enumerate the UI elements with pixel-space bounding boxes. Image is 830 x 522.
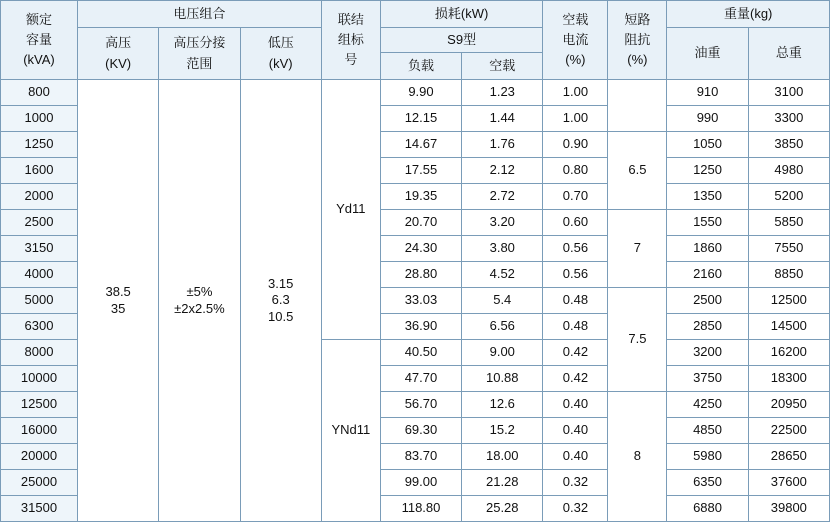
cell-noload-loss: 2.72 — [462, 184, 543, 210]
cell-noload-loss: 6.56 — [462, 314, 543, 340]
cell-load-loss: 118.80 — [380, 496, 461, 522]
cell-short-circuit: 7 — [608, 210, 667, 288]
table-head — [1, 1, 830, 80]
header-row-2 — [1, 28, 830, 53]
cell-oil-weight: 2500 — [667, 288, 748, 314]
cell-load-loss: 47.70 — [380, 366, 461, 392]
cell-total-weight: 3300 — [748, 106, 829, 132]
cell-load-loss: 19.35 — [380, 184, 461, 210]
header-load-loss: 负载 — [380, 53, 461, 80]
cell-noload-loss: 10.88 — [462, 366, 543, 392]
cell-noload-loss: 1.44 — [462, 106, 543, 132]
low-voltage-value-1: 3.15 — [268, 276, 294, 292]
cell-noload-loss: 1.76 — [462, 132, 543, 158]
header-high-voltage: 高压 (KV) — [78, 28, 159, 80]
header-voltage-group: 电压组合 — [78, 1, 322, 28]
cell-oil-weight: 910 — [667, 80, 748, 106]
cell-noload-current: 0.48 — [543, 288, 608, 314]
cell-noload-current: 0.40 — [543, 418, 608, 444]
cell-total-weight: 20950 — [748, 392, 829, 418]
cell-oil-weight: 1860 — [667, 236, 748, 262]
cell-noload-current: 0.56 — [543, 236, 608, 262]
cell-total-weight: 28650 — [748, 444, 829, 470]
cell-total-weight: 14500 — [748, 314, 829, 340]
cell-capacity: 1250 — [1, 132, 78, 158]
cell-oil-weight: 4850 — [667, 418, 748, 444]
cell-capacity: 800 — [1, 80, 78, 106]
cell-noload-loss: 18.00 — [462, 444, 543, 470]
cell-oil-weight: 1250 — [667, 158, 748, 184]
cell-load-loss: 24.30 — [380, 236, 461, 262]
cell-noload-current: 0.80 — [543, 158, 608, 184]
header-loss-type: S9型 — [380, 28, 543, 53]
cell-capacity: 2000 — [1, 184, 78, 210]
cell-load-loss: 12.15 — [380, 106, 461, 132]
cell-noload-loss: 3.80 — [462, 236, 543, 262]
cell-total-weight: 5850 — [748, 210, 829, 236]
header-weight: 重量(kg) — [667, 1, 830, 28]
cell-noload-current: 0.90 — [543, 132, 608, 158]
cell-load-loss: 17.55 — [380, 158, 461, 184]
header-noload-loss: 空载 — [462, 53, 543, 80]
tap-range-value-2: ±2x2.5% — [174, 300, 225, 316]
cell-capacity: 1600 — [1, 158, 78, 184]
cell-high-voltage — [78, 80, 159, 522]
cell-oil-weight: 1350 — [667, 184, 748, 210]
cell-noload-loss: 21.28 — [462, 470, 543, 496]
cell-oil-weight: 1050 — [667, 132, 748, 158]
cell-load-loss: 40.50 — [380, 340, 461, 366]
low-voltage-value-2: 6.3 — [271, 292, 290, 308]
cell-capacity: 8000 — [1, 340, 78, 366]
cell-total-weight: 22500 — [748, 418, 829, 444]
cell-oil-weight: 1550 — [667, 210, 748, 236]
header-total-weight: 总重 — [748, 28, 829, 80]
table-row — [1, 80, 830, 106]
cell-capacity: 10000 — [1, 366, 78, 392]
cell-capacity: 31500 — [1, 496, 78, 522]
cell-short-circuit: 8 — [608, 392, 667, 522]
cell-short-circuit: 7.5 — [608, 288, 667, 392]
cell-noload-current: 0.60 — [543, 210, 608, 236]
cell-noload-current: 0.48 — [543, 314, 608, 340]
cell-noload-loss: 5.4 — [462, 288, 543, 314]
cell-noload-current: 0.40 — [543, 444, 608, 470]
cell-total-weight: 5200 — [748, 184, 829, 210]
cell-noload-current: 0.40 — [543, 392, 608, 418]
cell-noload-current: 0.32 — [543, 470, 608, 496]
cell-short-circuit — [608, 80, 667, 132]
header-oil-weight: 油重 — [667, 28, 748, 80]
cell-load-loss: 69.30 — [380, 418, 461, 444]
cell-noload-loss: 12.6 — [462, 392, 543, 418]
tap-range-value-1: ±5% — [186, 284, 213, 300]
header-low-voltage: 低压 (kV) — [240, 28, 321, 80]
cell-capacity: 3150 — [1, 236, 78, 262]
cell-oil-weight: 6350 — [667, 470, 748, 496]
cell-total-weight: 39800 — [748, 496, 829, 522]
cell-noload-loss: 2.12 — [462, 158, 543, 184]
cell-capacity: 6300 — [1, 314, 78, 340]
header-short-circuit: 短路 阻抗 (%) — [608, 1, 667, 80]
cell-noload-current: 0.32 — [543, 496, 608, 522]
cell-capacity: 1000 — [1, 106, 78, 132]
cell-capacity: 20000 — [1, 444, 78, 470]
cell-capacity: 16000 — [1, 418, 78, 444]
cell-low-voltage — [240, 80, 321, 522]
header-hv-tap-range: 高压分接 范围 — [159, 28, 240, 80]
cell-oil-weight: 990 — [667, 106, 748, 132]
header-row-1 — [1, 1, 830, 28]
cell-oil-weight: 2160 — [667, 262, 748, 288]
cell-load-loss: 28.80 — [380, 262, 461, 288]
cell-noload-loss: 9.00 — [462, 340, 543, 366]
cell-load-loss: 33.03 — [380, 288, 461, 314]
cell-noload-loss: 4.52 — [462, 262, 543, 288]
high-voltage-value-2: 35 — [110, 300, 126, 316]
table-body — [1, 80, 830, 522]
header-loss: 损耗(kW) — [380, 1, 543, 28]
cell-capacity: 12500 — [1, 392, 78, 418]
cell-connection-yd11: Yd11 — [321, 80, 380, 340]
header-connection: 联结 组标 号 — [321, 1, 380, 80]
cell-total-weight: 4980 — [748, 158, 829, 184]
cell-capacity: 5000 — [1, 288, 78, 314]
cell-oil-weight: 3200 — [667, 340, 748, 366]
cell-total-weight: 37600 — [748, 470, 829, 496]
cell-oil-weight: 5980 — [667, 444, 748, 470]
cell-load-loss: 83.70 — [380, 444, 461, 470]
cell-short-circuit: 6.5 — [608, 132, 667, 210]
cell-oil-weight: 6880 — [667, 496, 748, 522]
header-noload-current: 空载 电流 (%) — [543, 1, 608, 80]
cell-capacity: 25000 — [1, 470, 78, 496]
cell-hv-tap-range — [159, 80, 240, 522]
cell-total-weight: 3100 — [748, 80, 829, 106]
cell-total-weight: 18300 — [748, 366, 829, 392]
cell-noload-current: 0.42 — [543, 340, 608, 366]
cell-noload-current: 1.00 — [543, 80, 608, 106]
cell-load-loss: 56.70 — [380, 392, 461, 418]
cell-oil-weight: 3750 — [667, 366, 748, 392]
cell-noload-current: 1.00 — [543, 106, 608, 132]
cell-capacity: 2500 — [1, 210, 78, 236]
cell-noload-loss: 1.23 — [462, 80, 543, 106]
cell-capacity: 4000 — [1, 262, 78, 288]
cell-total-weight: 16200 — [748, 340, 829, 366]
cell-load-loss: 20.70 — [380, 210, 461, 236]
high-voltage-value-1: 38.5 — [105, 284, 131, 300]
cell-noload-loss: 15.2 — [462, 418, 543, 444]
cell-load-loss: 14.67 — [380, 132, 461, 158]
header-capacity: 额定 容量 (kVA) — [1, 1, 78, 80]
cell-noload-loss: 25.28 — [462, 496, 543, 522]
cell-noload-current: 0.56 — [543, 262, 608, 288]
cell-oil-weight: 2850 — [667, 314, 748, 340]
cell-noload-current: 0.70 — [543, 184, 608, 210]
cell-total-weight: 12500 — [748, 288, 829, 314]
cell-total-weight: 7550 — [748, 236, 829, 262]
cell-noload-current: 0.42 — [543, 366, 608, 392]
cell-load-loss: 36.90 — [380, 314, 461, 340]
low-voltage-value-3: 10.5 — [268, 308, 294, 324]
cell-oil-weight: 4250 — [667, 392, 748, 418]
cell-noload-loss: 3.20 — [462, 210, 543, 236]
cell-total-weight: 8850 — [748, 262, 829, 288]
cell-load-loss: 9.90 — [380, 80, 461, 106]
cell-connection-ynd11: YNd11 — [321, 340, 380, 522]
cell-load-loss: 99.00 — [380, 470, 461, 496]
cell-total-weight: 3850 — [748, 132, 829, 158]
